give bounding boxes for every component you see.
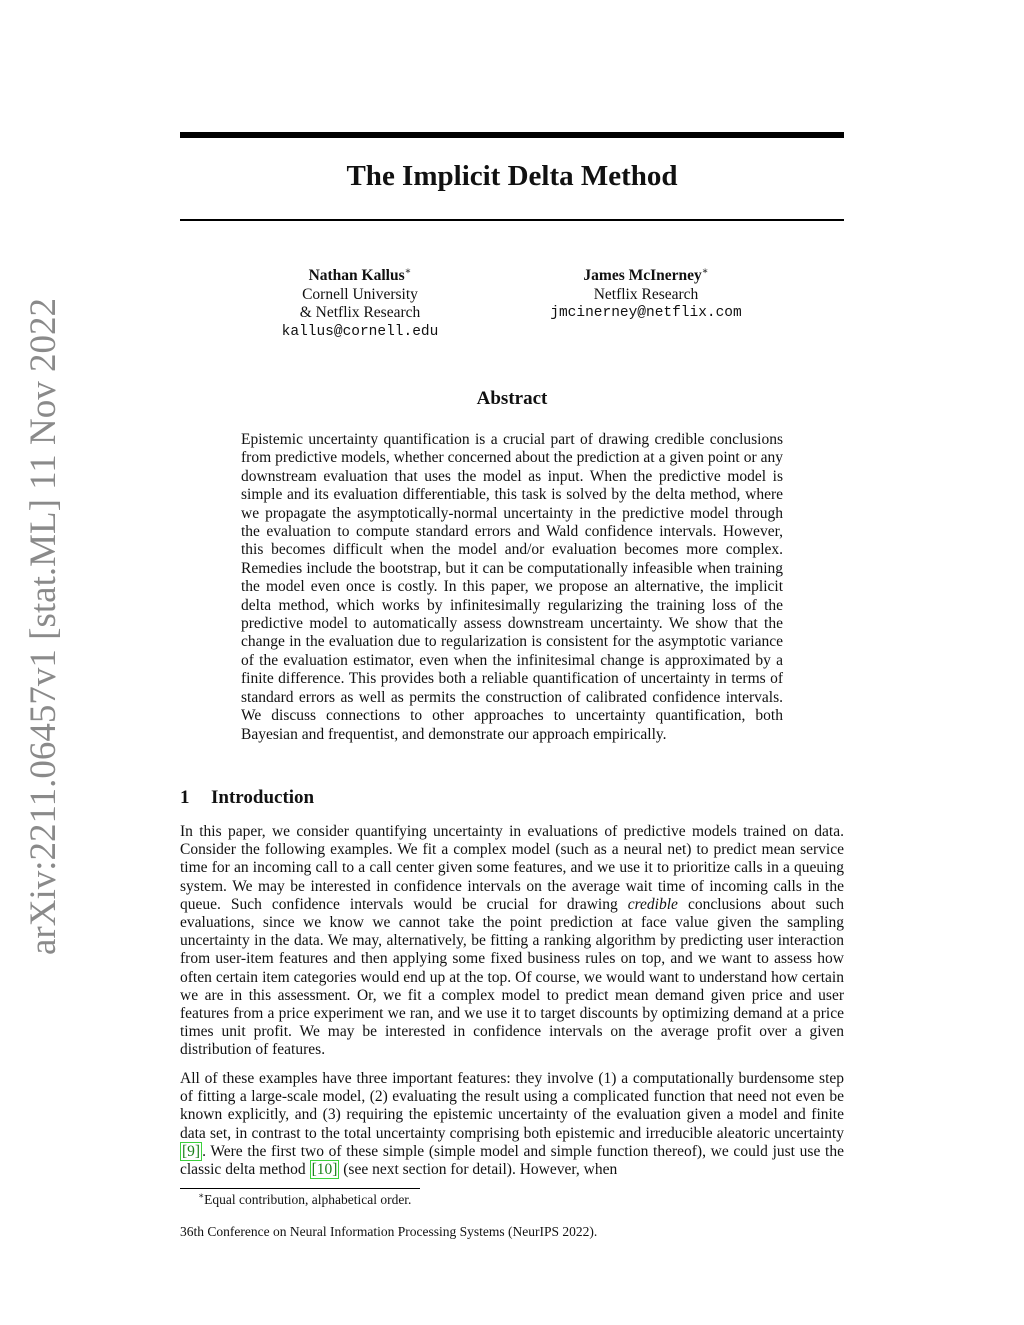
section-number: 1 — [180, 787, 190, 808]
abstract-body: Epistemic uncertainty quantification is a crucial part of drawing credible conclusions from predictive models, whether concerned about the prediction at a given point or any downstream evaluation that uses the model as input. When the predictive model is simple and its evaluation differentiable, this task is solved by the delta method, where we propagate the asymptotically-normal uncertainty in the predictive model through the evaluation to compute standard errors and Wald confidence intervals. However, this becomes difficult when the model and/or evaluation becomes more complex. Remedies include the bootstrap, but it can be computationally infeasible when training the model even once is costly. In this paper, we propose an alternative, the implicit delta method, which works by infinitesimally regularizing the training loss of the predictive model to automatically assess downstream uncertainty. We show that the change in the evaluation due to regularization is consistent for the asymptotic variance of the evaluation estimator, even when the infinitesimal change is approximated by a finite difference. This provides both a reliable quantification of uncertainty in terms of standard errors as well as permits the construction of calibrated confidence intervals. We discuss connections to other approaches to uncertainty quantification, both Bayesian and frequentist, and demonstrate our approach empirically. — [241, 431, 783, 743]
author-block-1 — [230, 267, 490, 341]
paragraph-text: All of these examples have three important features: they involve (1) a computationally burdensome step of fitting a large-scale model, (2) evaluating the result using a complicated function that need not even be known explicitly, and (3) requiring the epistemic uncertainty of the evaluation given a model and finite data set, in contrast to the total uncertainty comprising both epistemic and irreducible aleatoric uncertainty — [180, 1070, 844, 1142]
author-email[interactable]: kallus@cornell.edu — [281, 323, 439, 340]
intro-paragraph-1 — [180, 823, 844, 1060]
author-name: James McInerney — [583, 267, 702, 284]
author-block-2 — [516, 267, 776, 323]
citation-link[interactable]: [10] — [311, 1161, 338, 1179]
section-heading-introduction — [180, 787, 314, 809]
author-affiliation: Cornell University — [302, 285, 418, 303]
section-title: Introduction — [211, 787, 315, 808]
author-affiliation: & Netflix Research — [299, 304, 421, 321]
paragraph-text: . Were the first two of these simple (simple model and simple function thereof), we could just use the classic delta method — [180, 1142, 844, 1179]
footnote-rule — [180, 1188, 420, 1189]
arxiv-identifier-stamp: arXiv:2211.06457v1 [stat.ML] 11 Nov 2022 — [23, 297, 64, 955]
conference-note: 36th Conference on Neural Information Processing Systems (NeurIPS 2022). — [180, 1224, 598, 1239]
author-affiliation: Netflix Research — [593, 285, 699, 303]
footnote-text: Equal contribution, alphabetical order. — [204, 1192, 412, 1207]
author-marker: ∗ — [701, 265, 709, 277]
paragraph-text: conclusions about such evaluations, since we know we cannot take the point prediction at face value given the sampling uncertainty in the data. We may, alternatively, be fitting a ranking algorithm by predicting user interaction from user-item features and then applying some fixed business rules on top, and we want to assess how often certain item categories would end up at the top. Of course, we would want to understand how certain we are in this assessment. Or, we fit a complex model to predict mean demand given price and user features from a price experiment we ran, and we use it to target discounts by optimizing demand at a price times unit profit. We may be interested in confidence intervals on the average profit over a given distribution of features. — [180, 895, 844, 1059]
citation-link[interactable]: [9] — [182, 1142, 201, 1160]
footnote — [198, 1192, 411, 1208]
paragraph-text: (see next section for detail). However, when — [339, 1161, 618, 1179]
paragraph-text: In this paper, we consider quantifying uncertainty in evaluations of predictive models trained on data. Consider the following examples. We fit a complex model (such as a neural net) to predict mean service time for an incoming call to a call center given some features, and we use it to prioritize calls in a queuing system. We may be interested in confidence intervals on the average wait time of incoming calls in the queue. Such confidence intervals would be crucial for drawing — [180, 823, 844, 913]
author-name: Nathan Kallus — [308, 267, 405, 284]
author-marker: ∗ — [404, 265, 412, 277]
emphasis-text: credible — [627, 895, 678, 913]
author-email[interactable]: jmcinerney@netflix.com — [550, 305, 742, 321]
paper-title: The Implicit Delta Method — [346, 160, 678, 192]
abstract-heading: Abstract — [476, 388, 548, 409]
title-bottom-rule — [180, 219, 844, 221]
title-top-rule — [180, 132, 844, 138]
footnote-marker: ∗ — [198, 1190, 205, 1201]
intro-paragraph-2 — [180, 1070, 844, 1179]
